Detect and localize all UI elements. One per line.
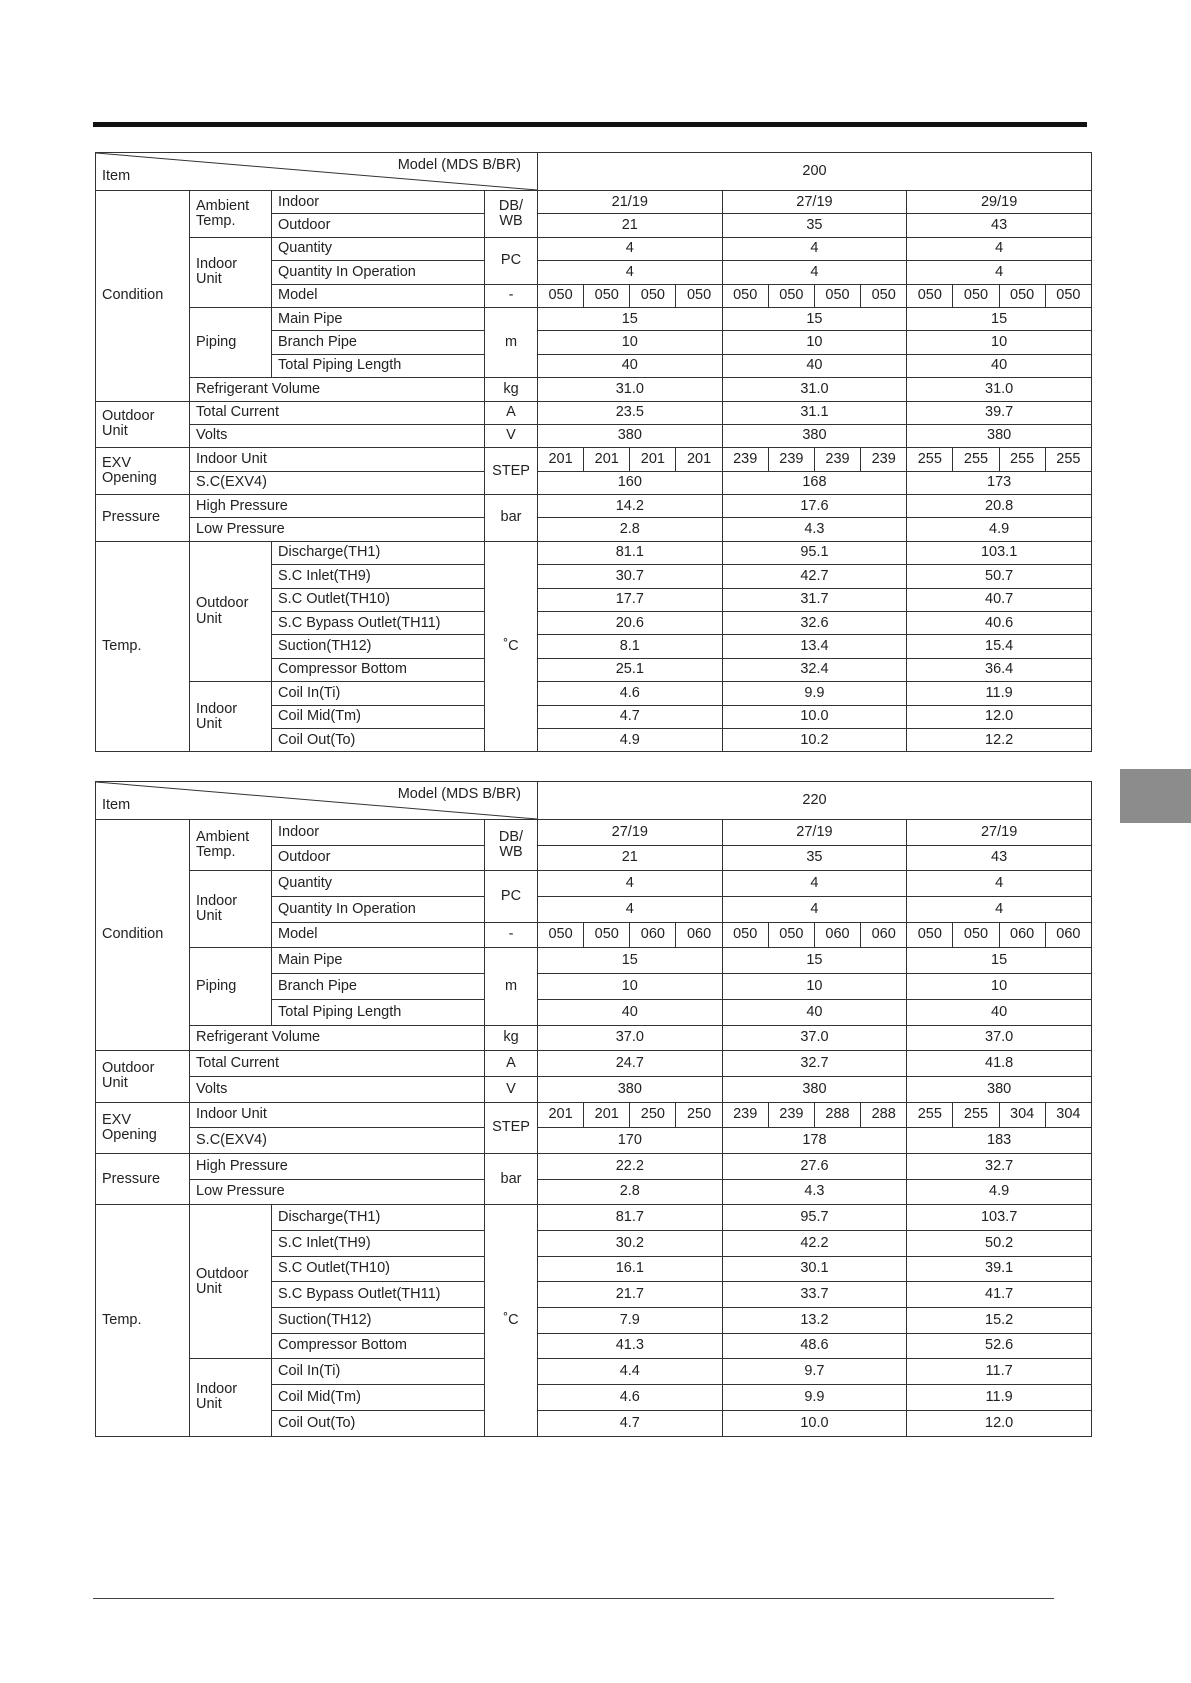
exv-sc-value: 183 xyxy=(907,1128,1092,1154)
ambient-outdoor-value: 43 xyxy=(907,214,1092,237)
low-pressure-label: Low Pressure xyxy=(190,518,485,541)
exv-indoor-unit-label: Indoor Unit xyxy=(190,448,485,471)
exv-sc-value: 170 xyxy=(538,1128,723,1154)
sc-outlet-value: 16.1 xyxy=(538,1256,723,1282)
item-model-header xyxy=(96,782,538,820)
exv-sc-value: 168 xyxy=(722,471,907,494)
deg-c-unit: ˚C xyxy=(485,1205,538,1436)
total-current-value: 32.7 xyxy=(722,1051,907,1077)
temp-indoor-unit-label: Indoor Unit xyxy=(190,682,272,752)
exv-indoor-value: 239 xyxy=(722,1102,768,1128)
exv-indoor-value: 250 xyxy=(676,1102,722,1128)
sc-bypass-outlet-value: 40.6 xyxy=(907,612,1092,635)
condition-label: Condition xyxy=(96,820,190,1051)
indoor-model-value: 050 xyxy=(907,922,953,948)
compressor-bottom-label: Compressor Bottom xyxy=(272,658,485,681)
sc-outlet-value: 31.7 xyxy=(722,588,907,611)
coil-mid-value: 11.9 xyxy=(907,1385,1092,1411)
compressor-bottom-value: 41.3 xyxy=(538,1333,723,1359)
volts-value: 380 xyxy=(722,1076,907,1102)
indoor-model-value: 060 xyxy=(814,922,860,948)
ambient-temp-label: Ambient Temp. xyxy=(190,191,272,238)
suction-value: 13.4 xyxy=(722,635,907,658)
sc-bypass-outlet-label: S.C Bypass Outlet(TH11) xyxy=(272,612,485,635)
refrigerant-volume-value: 31.0 xyxy=(907,378,1092,401)
ambient-outdoor-value: 21 xyxy=(538,845,723,871)
quantity-value: 4 xyxy=(538,237,723,260)
high-pressure-label: High Pressure xyxy=(190,495,485,518)
sc-outlet-label: S.C Outlet(TH10) xyxy=(272,588,485,611)
coil-mid-value: 10.0 xyxy=(722,705,907,728)
db-wb-unit: DB/ WB xyxy=(485,820,538,871)
exv-indoor-value: 288 xyxy=(814,1102,860,1128)
a-unit: A xyxy=(485,401,538,424)
total-current-value: 39.7 xyxy=(907,401,1092,424)
high-pressure-value: 27.6 xyxy=(722,1153,907,1179)
suction-label: Suction(TH12) xyxy=(272,635,485,658)
quantity-value: 4 xyxy=(722,871,907,897)
step-unit: STEP xyxy=(485,1102,538,1153)
pressure-label: Pressure xyxy=(96,495,190,542)
total-piping-length-value: 40 xyxy=(907,999,1092,1025)
exv-indoor-value: 304 xyxy=(999,1102,1045,1128)
db-wb-unit: DB/ WB xyxy=(485,191,538,238)
exv-indoor-value: 201 xyxy=(676,448,722,471)
exv-indoor-value: 255 xyxy=(999,448,1045,471)
high-pressure-value: 20.8 xyxy=(907,495,1092,518)
exv-indoor-value: 255 xyxy=(1045,448,1091,471)
main-pipe-value: 15 xyxy=(538,307,723,330)
total-current-label: Total Current xyxy=(190,401,485,424)
indoor-model-value: 050 xyxy=(907,284,953,307)
volts-label: Volts xyxy=(190,424,485,447)
compressor-bottom-value: 52.6 xyxy=(907,1333,1092,1359)
indoor-model-value: 050 xyxy=(999,284,1045,307)
branch-pipe-label: Branch Pipe xyxy=(272,974,485,1000)
high-pressure-value: 14.2 xyxy=(538,495,723,518)
high-pressure-value: 17.6 xyxy=(722,495,907,518)
piping-label: Piping xyxy=(190,948,272,1025)
compressor-bottom-value: 32.4 xyxy=(722,658,907,681)
condition-label: Condition xyxy=(96,191,190,402)
main-pipe-label: Main Pipe xyxy=(272,948,485,974)
pressure-label: Pressure xyxy=(96,1153,190,1204)
refrigerant-volume-value: 31.0 xyxy=(538,378,723,401)
bar-unit: bar xyxy=(485,495,538,542)
refrigerant-volume-label: Refrigerant Volume xyxy=(190,378,485,401)
suction-value: 8.1 xyxy=(538,635,723,658)
outdoor-unit-label: Outdoor Unit xyxy=(96,401,190,448)
volts-value: 380 xyxy=(907,424,1092,447)
temp-label: Temp. xyxy=(96,1205,190,1436)
sc-bypass-outlet-value: 21.7 xyxy=(538,1282,723,1308)
refrigerant-volume-value: 37.0 xyxy=(538,1025,723,1051)
exv-indoor-value: 239 xyxy=(768,448,814,471)
coil-mid-value: 12.0 xyxy=(907,705,1092,728)
compressor-bottom-value: 48.6 xyxy=(722,1333,907,1359)
sc-exv4-label: S.C(EXV4) xyxy=(190,1128,485,1154)
sc-inlet-value: 50.7 xyxy=(907,565,1092,588)
indoor-temp-label: Indoor xyxy=(272,191,485,214)
model-label: Model xyxy=(272,922,485,948)
coil-out-value: 10.0 xyxy=(722,1410,907,1436)
exv-indoor-value: 304 xyxy=(1045,1102,1091,1128)
indoor-model-value: 050 xyxy=(584,284,630,307)
quantity-in-operation-label: Quantity In Operation xyxy=(272,261,485,284)
exv-indoor-value: 255 xyxy=(953,448,999,471)
low-pressure-label: Low Pressure xyxy=(190,1179,485,1205)
step-unit: STEP xyxy=(485,448,538,495)
discharge-value: 81.7 xyxy=(538,1205,723,1231)
indoor-model-value: 050 xyxy=(768,284,814,307)
main-pipe-value: 15 xyxy=(538,948,723,974)
quantity-value: 4 xyxy=(907,237,1092,260)
ambient-indoor-value: 21/19 xyxy=(538,191,723,214)
main-pipe-value: 15 xyxy=(722,307,907,330)
indoor-model-value: 050 xyxy=(676,284,722,307)
ambient-outdoor-value: 35 xyxy=(722,845,907,871)
indoor-temp-label: Indoor xyxy=(272,820,485,846)
branch-pipe-value: 10 xyxy=(538,331,723,354)
indoor-model-value: 050 xyxy=(953,284,999,307)
indoor-model-value: 060 xyxy=(999,922,1045,948)
exv-indoor-value: 201 xyxy=(538,448,584,471)
v-unit: V xyxy=(485,424,538,447)
coil-out-value: 12.0 xyxy=(907,1410,1092,1436)
exv-indoor-value: 239 xyxy=(814,448,860,471)
indoor-model-value: 050 xyxy=(538,922,584,948)
exv-indoor-value: 239 xyxy=(768,1102,814,1128)
coil-out-value: 10.2 xyxy=(722,728,907,751)
low-pressure-value: 2.8 xyxy=(538,518,723,541)
item-label: Item xyxy=(102,167,131,184)
indoor-model-value: 050 xyxy=(722,922,768,948)
sc-outlet-value: 17.7 xyxy=(538,588,723,611)
ambient-temp-label: Ambient Temp. xyxy=(190,820,272,871)
indoor-unit-label: Indoor Unit xyxy=(190,871,272,948)
coil-out-label: Coil Out(To) xyxy=(272,728,485,751)
low-pressure-value: 4.9 xyxy=(907,1179,1092,1205)
sc-bypass-outlet-value: 33.7 xyxy=(722,1282,907,1308)
high-pressure-value: 32.7 xyxy=(907,1153,1092,1179)
model-label: Model xyxy=(272,284,485,307)
branch-pipe-value: 10 xyxy=(907,974,1092,1000)
main-pipe-value: 15 xyxy=(907,307,1092,330)
temp-indoor-unit-label: Indoor Unit xyxy=(190,1359,272,1436)
quantity-in-operation-value: 4 xyxy=(538,261,723,284)
exv-indoor-value: 255 xyxy=(907,448,953,471)
coil-mid-label: Coil Mid(Tm) xyxy=(272,1385,485,1411)
total-current-value: 24.7 xyxy=(538,1051,723,1077)
item-model-header xyxy=(96,153,538,191)
ambient-outdoor-value: 35 xyxy=(722,214,907,237)
compressor-bottom-label: Compressor Bottom xyxy=(272,1333,485,1359)
spec-table-200 xyxy=(95,152,1092,752)
coil-mid-value: 4.7 xyxy=(538,705,723,728)
discharge-value: 103.7 xyxy=(907,1205,1092,1231)
temp-outdoor-unit-label: Outdoor Unit xyxy=(190,541,272,681)
quantity-in-operation-label: Quantity In Operation xyxy=(272,897,485,923)
exv-indoor-value: 201 xyxy=(630,448,676,471)
sc-bypass-outlet-label: S.C Bypass Outlet(TH11) xyxy=(272,1282,485,1308)
coil-out-value: 12.2 xyxy=(907,728,1092,751)
indoor-model-value: 060 xyxy=(676,922,722,948)
exv-sc-value: 160 xyxy=(538,471,723,494)
total-piping-length-value: 40 xyxy=(722,999,907,1025)
volts-value: 380 xyxy=(538,1076,723,1102)
high-pressure-label: High Pressure xyxy=(190,1153,485,1179)
indoor-model-value: 050 xyxy=(538,284,584,307)
m-unit: m xyxy=(485,948,538,1025)
refrigerant-volume-value: 37.0 xyxy=(722,1025,907,1051)
low-pressure-value: 4.9 xyxy=(907,518,1092,541)
ambient-indoor-value: 27/19 xyxy=(722,191,907,214)
volts-value: 380 xyxy=(722,424,907,447)
total-piping-length-value: 40 xyxy=(538,354,723,377)
indoor-model-value: 050 xyxy=(814,284,860,307)
exv-indoor-value: 250 xyxy=(630,1102,676,1128)
exv-indoor-value: 239 xyxy=(722,448,768,471)
quantity-label: Quantity xyxy=(272,871,485,897)
sc-outlet-value: 30.1 xyxy=(722,1256,907,1282)
outdoor-temp-label: Outdoor xyxy=(272,214,485,237)
kg-unit: kg xyxy=(485,378,538,401)
exv-opening-label: EXV Opening xyxy=(96,1102,190,1153)
kg-unit: kg xyxy=(485,1025,538,1051)
refrigerant-volume-value: 31.0 xyxy=(722,378,907,401)
volts-value: 380 xyxy=(538,424,723,447)
exv-indoor-value: 288 xyxy=(861,1102,907,1128)
outdoor-temp-label: Outdoor xyxy=(272,845,485,871)
exv-indoor-value: 239 xyxy=(861,448,907,471)
sc-inlet-value: 42.2 xyxy=(722,1231,907,1257)
spec-table-220 xyxy=(95,781,1092,1437)
refrigerant-volume-label: Refrigerant Volume xyxy=(190,1025,485,1051)
coil-in-value: 4.4 xyxy=(538,1359,723,1385)
coil-in-value: 9.9 xyxy=(722,682,907,705)
indoor-model-value: 050 xyxy=(630,284,676,307)
outdoor-unit-label: Outdoor Unit xyxy=(96,1051,190,1102)
sc-outlet-value: 40.7 xyxy=(907,588,1092,611)
volts-value: 380 xyxy=(907,1076,1092,1102)
bar-unit: bar xyxy=(485,1153,538,1204)
indoor-model-value: 050 xyxy=(768,922,814,948)
quantity-in-operation-value: 4 xyxy=(907,261,1092,284)
pc-unit: PC xyxy=(485,871,538,922)
sc-bypass-outlet-value: 20.6 xyxy=(538,612,723,635)
model-header-label: Model (MDS B/BR) xyxy=(397,786,521,802)
quantity-value: 4 xyxy=(538,871,723,897)
suction-label: Suction(TH12) xyxy=(272,1308,485,1334)
indoor-model-value: 050 xyxy=(953,922,999,948)
discharge-label: Discharge(TH1) xyxy=(272,1205,485,1231)
total-current-value: 23.5 xyxy=(538,401,723,424)
coil-out-value: 4.9 xyxy=(538,728,723,751)
indoor-model-value: 050 xyxy=(722,284,768,307)
main-pipe-value: 15 xyxy=(907,948,1092,974)
coil-in-label: Coil In(Ti) xyxy=(272,682,485,705)
coil-in-label: Coil In(Ti) xyxy=(272,1359,485,1385)
discharge-label: Discharge(TH1) xyxy=(272,541,485,564)
coil-in-value: 11.7 xyxy=(907,1359,1092,1385)
exv-sc-value: 173 xyxy=(907,471,1092,494)
compressor-bottom-value: 36.4 xyxy=(907,658,1092,681)
coil-mid-value: 4.6 xyxy=(538,1385,723,1411)
low-pressure-value: 2.8 xyxy=(538,1179,723,1205)
section-tab xyxy=(1120,769,1191,823)
indoor-model-value: 060 xyxy=(630,922,676,948)
exv-sc-value: 178 xyxy=(722,1128,907,1154)
total-current-value: 41.8 xyxy=(907,1051,1092,1077)
coil-in-value: 9.7 xyxy=(722,1359,907,1385)
total-piping-length-value: 40 xyxy=(907,354,1092,377)
top-rule xyxy=(93,122,1087,127)
exv-indoor-unit-label: Indoor Unit xyxy=(190,1102,485,1128)
ambient-indoor-value: 27/19 xyxy=(538,820,723,846)
volts-label: Volts xyxy=(190,1076,485,1102)
total-piping-length-value: 40 xyxy=(722,354,907,377)
sc-exv4-label: S.C(EXV4) xyxy=(190,471,485,494)
exv-opening-label: EXV Opening xyxy=(96,448,190,495)
sc-outlet-label: S.C Outlet(TH10) xyxy=(272,1256,485,1282)
exv-indoor-value: 201 xyxy=(538,1102,584,1128)
m-unit: m xyxy=(485,307,538,377)
branch-pipe-value: 10 xyxy=(722,974,907,1000)
quantity-in-operation-value: 4 xyxy=(907,897,1092,923)
quantity-label: Quantity xyxy=(272,237,485,260)
exv-indoor-value: 255 xyxy=(907,1102,953,1128)
model-value: 220 xyxy=(538,782,1092,820)
deg-c-unit: ˚C xyxy=(485,541,538,752)
model-header-label: Model (MDS B/BR) xyxy=(397,157,521,173)
coil-in-value: 4.6 xyxy=(538,682,723,705)
ambient-indoor-value: 29/19 xyxy=(907,191,1092,214)
indoor-model-value: 060 xyxy=(1045,922,1091,948)
discharge-value: 95.7 xyxy=(722,1205,907,1231)
coil-out-label: Coil Out(To) xyxy=(272,1410,485,1436)
branch-pipe-value: 10 xyxy=(538,974,723,1000)
model-unit: - xyxy=(485,922,538,948)
sc-inlet-value: 50.2 xyxy=(907,1231,1092,1257)
total-current-value: 31.1 xyxy=(722,401,907,424)
refrigerant-volume-value: 37.0 xyxy=(907,1025,1092,1051)
coil-mid-label: Coil Mid(Tm) xyxy=(272,705,485,728)
v-unit: V xyxy=(485,1076,538,1102)
quantity-value: 4 xyxy=(722,237,907,260)
discharge-value: 81.1 xyxy=(538,541,723,564)
model-unit: - xyxy=(485,284,538,307)
branch-pipe-label: Branch Pipe xyxy=(272,331,485,354)
exv-indoor-value: 201 xyxy=(584,448,630,471)
piping-label: Piping xyxy=(190,307,272,377)
bottom-rule xyxy=(93,1598,1054,1599)
main-pipe-value: 15 xyxy=(722,948,907,974)
suction-value: 7.9 xyxy=(538,1308,723,1334)
low-pressure-value: 4.3 xyxy=(722,1179,907,1205)
total-piping-length-value: 40 xyxy=(538,999,723,1025)
coil-mid-value: 9.9 xyxy=(722,1385,907,1411)
sc-outlet-value: 39.1 xyxy=(907,1256,1092,1282)
main-pipe-label: Main Pipe xyxy=(272,307,485,330)
pc-unit: PC xyxy=(485,237,538,284)
exv-indoor-value: 255 xyxy=(953,1102,999,1128)
ambient-indoor-value: 27/19 xyxy=(907,820,1092,846)
indoor-model-value: 050 xyxy=(861,284,907,307)
compressor-bottom-value: 25.1 xyxy=(538,658,723,681)
branch-pipe-value: 10 xyxy=(722,331,907,354)
sc-inlet-value: 30.7 xyxy=(538,565,723,588)
ambient-indoor-value: 27/19 xyxy=(722,820,907,846)
sc-bypass-outlet-value: 32.6 xyxy=(722,612,907,635)
ambient-outdoor-value: 43 xyxy=(907,845,1092,871)
sc-inlet-value: 42.7 xyxy=(722,565,907,588)
suction-value: 15.2 xyxy=(907,1308,1092,1334)
model-value: 200 xyxy=(538,153,1092,191)
indoor-model-value: 050 xyxy=(584,922,630,948)
temp-outdoor-unit-label: Outdoor Unit xyxy=(190,1205,272,1359)
temp-label: Temp. xyxy=(96,541,190,752)
total-current-label: Total Current xyxy=(190,1051,485,1077)
quantity-in-operation-value: 4 xyxy=(538,897,723,923)
exv-indoor-value: 201 xyxy=(584,1102,630,1128)
discharge-value: 103.1 xyxy=(907,541,1092,564)
total-piping-length-label: Total Piping Length xyxy=(272,354,485,377)
quantity-in-operation-value: 4 xyxy=(722,261,907,284)
suction-value: 13.2 xyxy=(722,1308,907,1334)
quantity-in-operation-value: 4 xyxy=(722,897,907,923)
a-unit: A xyxy=(485,1051,538,1077)
high-pressure-value: 22.2 xyxy=(538,1153,723,1179)
low-pressure-value: 4.3 xyxy=(722,518,907,541)
coil-out-value: 4.7 xyxy=(538,1410,723,1436)
ambient-outdoor-value: 21 xyxy=(538,214,723,237)
quantity-value: 4 xyxy=(907,871,1092,897)
sc-bypass-outlet-value: 41.7 xyxy=(907,1282,1092,1308)
sc-inlet-label: S.C Inlet(TH9) xyxy=(272,1231,485,1257)
coil-in-value: 11.9 xyxy=(907,682,1092,705)
indoor-model-value: 060 xyxy=(861,922,907,948)
suction-value: 15.4 xyxy=(907,635,1092,658)
item-label: Item xyxy=(102,796,131,813)
total-piping-length-label: Total Piping Length xyxy=(272,999,485,1025)
indoor-model-value: 050 xyxy=(1045,284,1091,307)
branch-pipe-value: 10 xyxy=(907,331,1092,354)
discharge-value: 95.1 xyxy=(722,541,907,564)
indoor-unit-label: Indoor Unit xyxy=(190,237,272,307)
sc-inlet-value: 30.2 xyxy=(538,1231,723,1257)
sc-inlet-label: S.C Inlet(TH9) xyxy=(272,565,485,588)
